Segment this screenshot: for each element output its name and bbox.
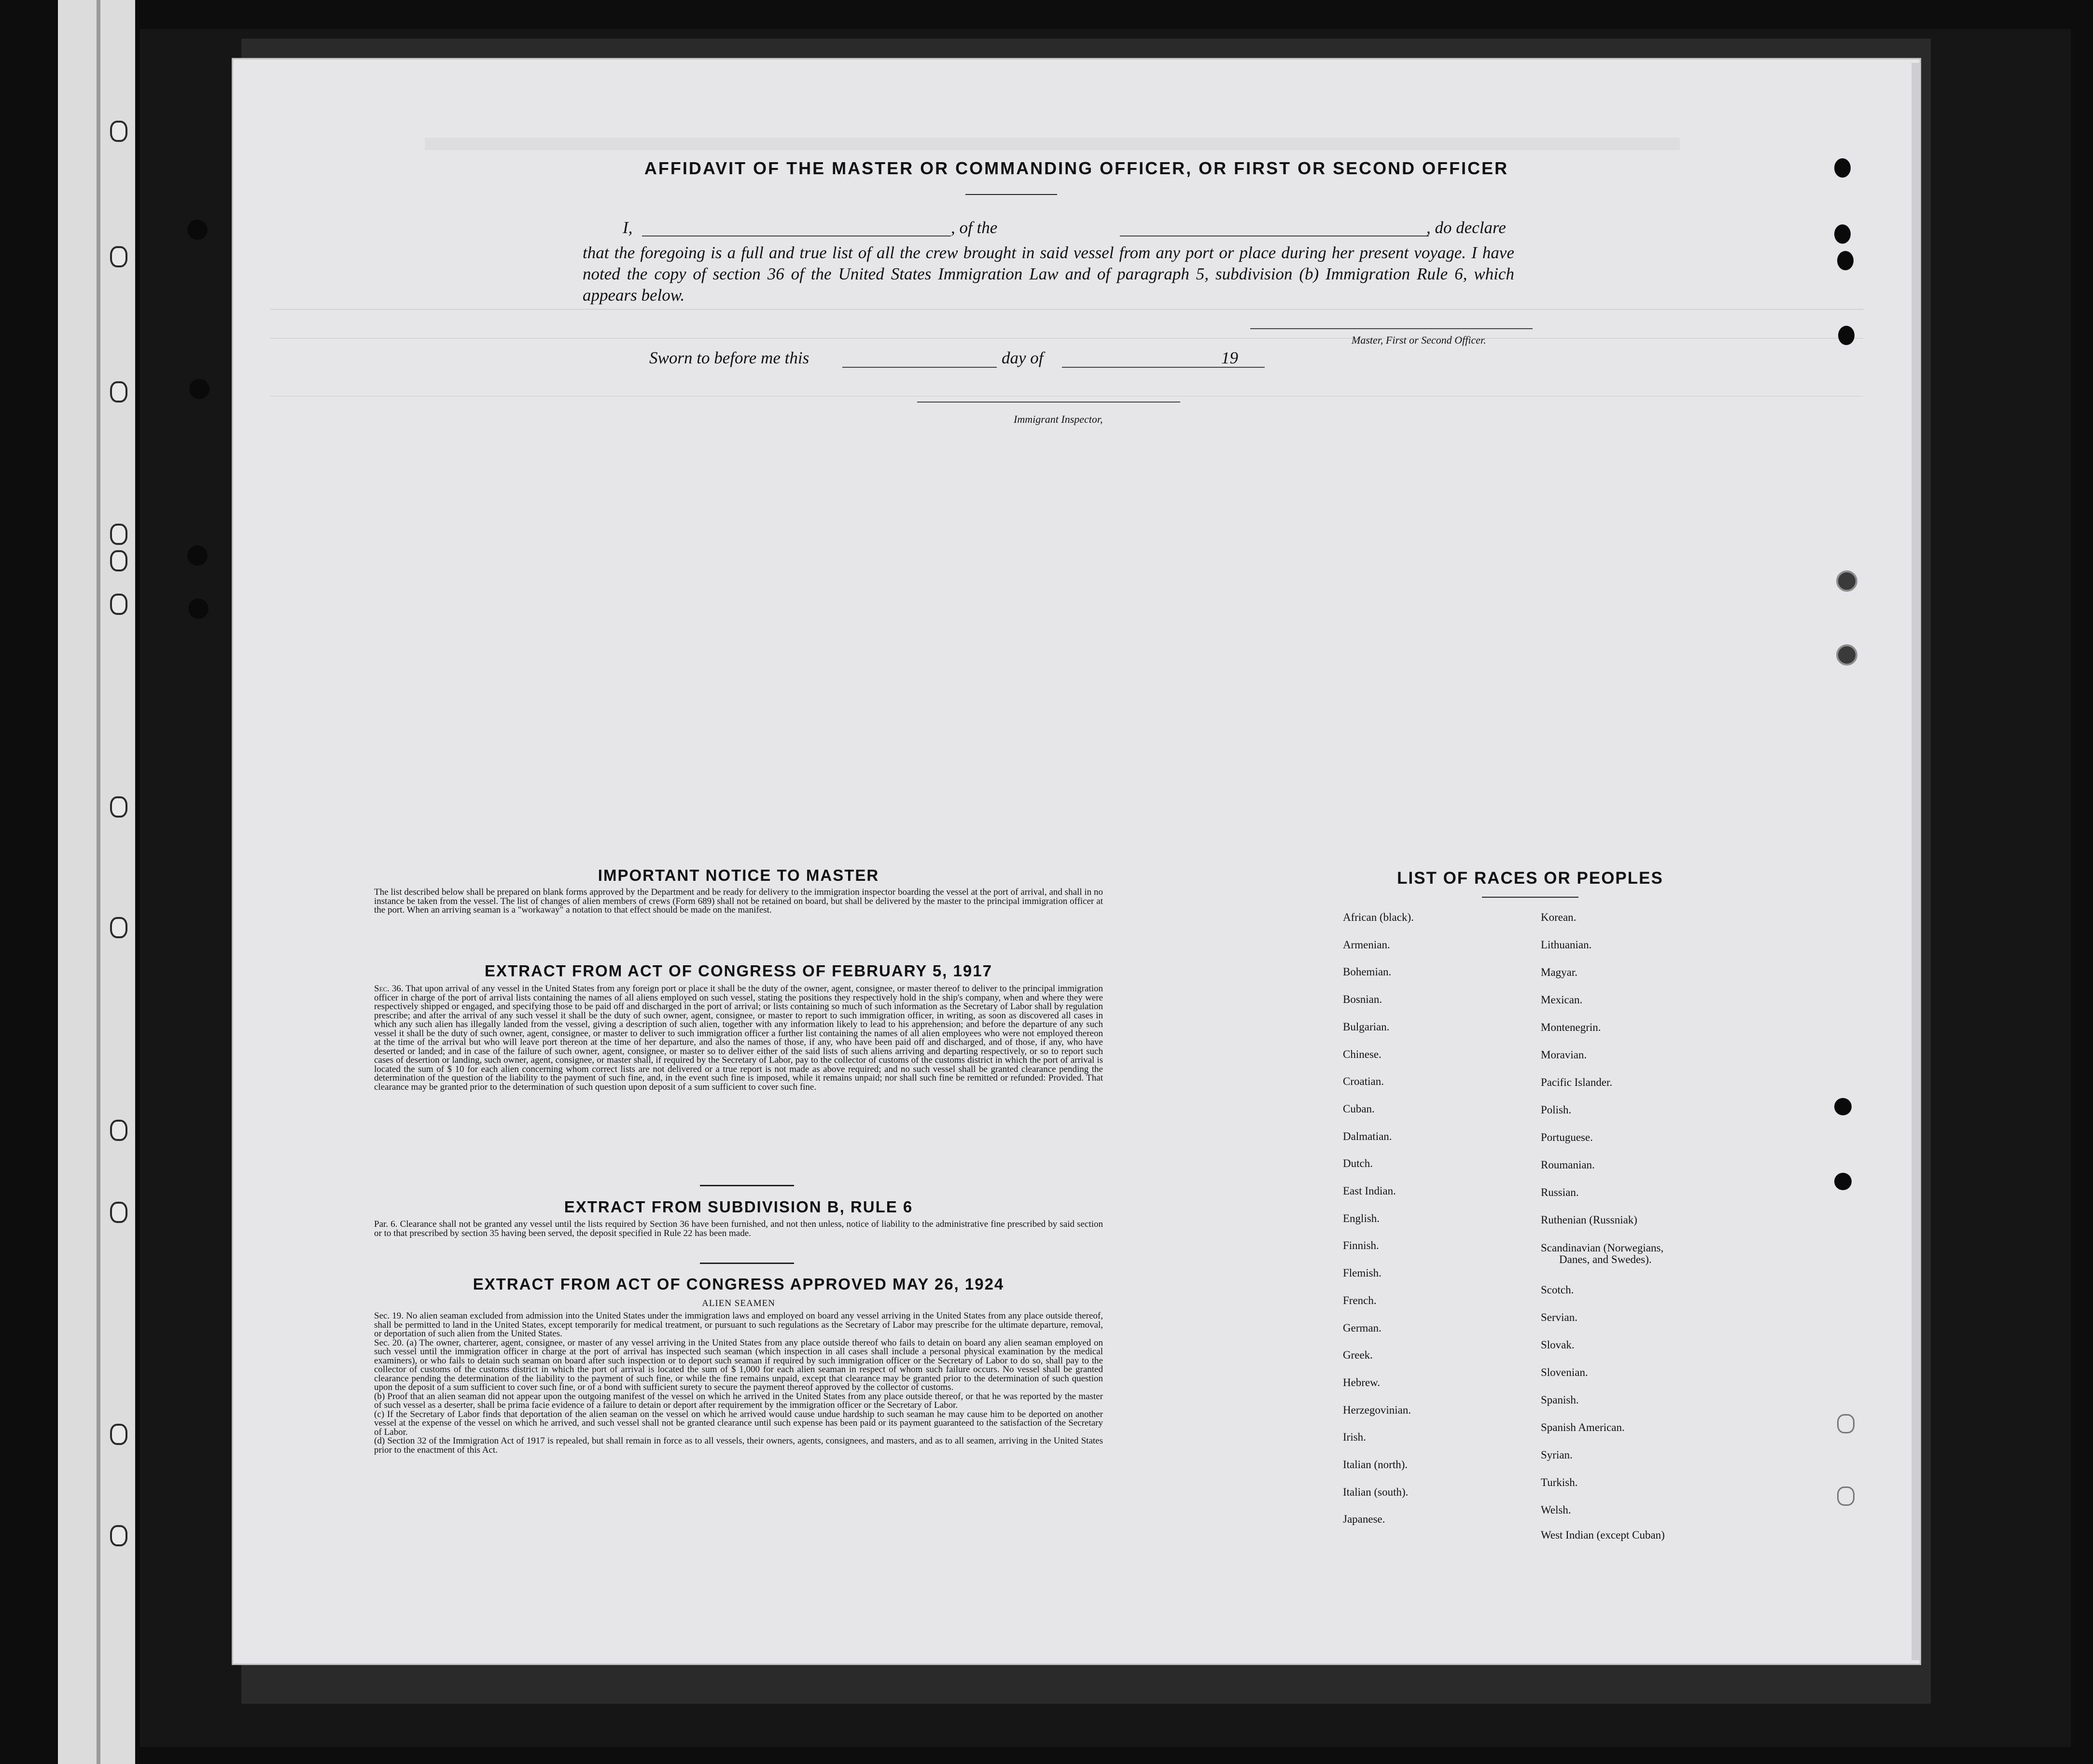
race-item: Bosnian.	[1343, 993, 1382, 1006]
notice-title: IMPORTANT NOTICE TO MASTER	[598, 866, 879, 884]
inspector-signature-line	[917, 402, 1180, 403]
binder-hole-icon	[110, 246, 127, 267]
binder-hole-icon	[110, 524, 127, 545]
rule-6-text	[374, 1220, 1103, 1238]
race-item: Italian (south).	[1343, 1486, 1409, 1498]
race-item: Scotch.	[1541, 1284, 1574, 1296]
act-1924-subtitle: ALIEN SEAMEN	[702, 1298, 775, 1308]
race-item: Magyar.	[1541, 966, 1578, 978]
divider	[700, 1185, 794, 1186]
inspector-signature-label: Immigrant Inspector,	[1014, 413, 1103, 425]
sec-20a-paragraph: Sec. 20. (a) The owner, charterer, agent, consignee, or master of any vessel arriving in the United States from any place outside thereof who fails to detain on board any alien seaman employed on such vessel until the immigration officer in charge at the port of arrival has inspected such seaman (which inspection in all cases shall include a personal physical examination by the medical examiners), or who fails to detain such seaman on board after such inspection or to deport such seaman if required by such immigration officer or the Secretary of Labor to do so, shall pay to the collector of customs of the customs district in which the port of arrival is located the sum of $ 1,000 for each alien seaman in respect of whom such failure occurs. No vessel shall be granted clearance pending the determination of the liability to the payment of such fine, or while the fine remains unpaid, except that clearance may be granted prior to the determination of such question upon the deposit of a sum sufficient to cover such fine, or of a bond with sufficient surety to secure the payment thereof approved by the collector of customs.	[374, 1337, 1103, 1392]
affidavit-i: I,	[623, 218, 633, 237]
race-item: Finnish.	[1343, 1239, 1379, 1252]
race-item: Dutch.	[1343, 1157, 1373, 1170]
punch-hole-icon	[1836, 570, 1857, 592]
sec-19-paragraph: Sec. 19. No alien seaman excluded from admission into the United States under the immigration laws and employed on board any vessel arriving in the United States from any place outside thereof, shall be permitted to land in the United States, except temporarily for medical treatment, or pursuant to such regulations as the Secretary of Labor may prescribe for the ultimate departure, removal, or deportation of such alien from the United States.	[374, 1311, 1103, 1339]
race-item: East Indian.	[1343, 1185, 1396, 1197]
races-title: LIST OF RACES OR PEOPLES	[1397, 869, 1663, 888]
act-1917-text	[374, 985, 1103, 1092]
master-signature-line	[1250, 328, 1533, 329]
sec-20d-paragraph: (d) Section 32 of the Immigration Act of 1917 is repealed, but shall remain in force as to all vessels, their owners, agents, consignees, and masters, and as to all seamen, arriving in the United States prior to the enactment of this Act.	[374, 1436, 1103, 1455]
race-item: Pacific Islander.	[1541, 1076, 1613, 1088]
race-item: Flemish.	[1343, 1267, 1381, 1279]
race-item: German.	[1343, 1321, 1381, 1334]
punch-hole-icon	[1837, 1414, 1855, 1433]
race-item: Hebrew.	[1343, 1376, 1381, 1389]
sec-20c-paragraph: (c) If the Secretary of Labor finds that deportation of the alien seaman on the vessel on which he arrived would cause undue hardship to such seaman he may cause him to be deported on another vessel at the expense of the vessel on which he arrived, and such vessel shall not be granted clearance until such expense has been paid or its payment guaranteed to the satisfaction of the Secretary of Labor.	[374, 1409, 1103, 1437]
race-item: Turkish.	[1541, 1476, 1578, 1488]
race-item: Polish.	[1541, 1104, 1572, 1116]
race-item: Spanish American.	[1541, 1421, 1625, 1433]
race-item: Syrian.	[1541, 1449, 1573, 1461]
race-item: Lithuanian.	[1541, 939, 1592, 951]
race-item: Moravian.	[1541, 1049, 1587, 1061]
race-item: English.	[1343, 1212, 1380, 1224]
rule-6-title: EXTRACT FROM SUBDIVISION B, RULE 6	[564, 1198, 913, 1216]
binder-strip-edge	[97, 0, 100, 1764]
affidavit-title: AFFIDAVIT OF THE MASTER OR COMMANDING OFFICER, OR FIRST OR SECOND OFFICER	[644, 158, 1509, 178]
notice-paragraph: The list described below shall be prepared on blank forms approved by the Department and be ready for delivery to the immigration inspector boarding the vessel at the port of arrival, and shall in no instance be taken from the vessel. The list of changes of alien members of crews (Form 689) shall not be retained on board, but shall be delivered by the master to the principal immigration officer at the port. When an arriving seaman is a "workaway" a notation to that effect should be made on the manifest.	[374, 887, 1103, 915]
sec-20b-paragraph: (b) Proof that an alien seaman did not appear upon the outgoing manifest of the vessel on which he arrived in the United States from any place outside thereof, or that he was reported by the master of such vessel as a deserter, shall be prima facie evidence of a failure to detain or deport after requirement by the immigration officer or the Secretary of Labor.	[374, 1391, 1103, 1410]
binder-hole-icon	[110, 550, 127, 571]
race-item: Servian.	[1541, 1311, 1578, 1323]
binder-hole-icon	[110, 796, 127, 818]
punch-hole-icon	[187, 545, 208, 566]
punch-hole-icon	[1836, 644, 1857, 666]
race-item: Slovak.	[1541, 1339, 1575, 1351]
act-1917-section-label: Sec. 36.	[374, 984, 404, 994]
race-item: Greek.	[1343, 1349, 1373, 1361]
race-item: Cuban.	[1343, 1102, 1375, 1115]
punch-hole-icon	[1837, 1486, 1855, 1506]
race-item: Irish.	[1343, 1431, 1366, 1444]
act-1917-title: EXTRACT FROM ACT OF CONGRESS OF FEBRUARY 5, 1917	[485, 962, 992, 980]
affidavit-body: that the foregoing is a full and true list of all the crew brought in said vessel from any port or place during her present voyage. I have noted the copy of section 36 of the United States Immigration Law and of paragraph 5, subdivision (b) Immigration Rule 6, which appears below.	[583, 243, 1514, 305]
day-of-label: day of	[1002, 348, 1044, 367]
race-item: Bulgarian.	[1343, 1020, 1390, 1033]
punch-hole-icon	[1834, 1098, 1852, 1115]
binder-hole-icon	[110, 1424, 127, 1445]
binder-hole-icon	[110, 594, 127, 615]
affidavit-do-declare: , do declare	[1426, 218, 1506, 237]
punch-hole-icon	[187, 220, 208, 240]
rule-6-paragraph: Par. 6. Clearance shall not be granted any vessel until the lists required by Section 36 have been furnished, and not then unless, notice of liability to the administrative fine prescribed by said section or to that prescribed by section 35 having been served, the deposit specified in Rule 22 has been made.	[374, 1219, 1103, 1238]
race-item: Slovenian.	[1541, 1366, 1588, 1378]
bleed-through-rule	[270, 309, 1863, 310]
race-item: African (black).	[1343, 911, 1414, 923]
divider	[700, 1263, 794, 1264]
race-item: Japanese.	[1343, 1513, 1385, 1526]
race-item: Welsh.	[1541, 1504, 1571, 1516]
affidavit-of-the: , of the	[951, 218, 998, 237]
punch-hole-icon	[188, 598, 209, 619]
punch-hole-icon	[1834, 1173, 1852, 1190]
race-item: French.	[1343, 1294, 1377, 1306]
bleed-through-rule	[270, 338, 1863, 339]
punch-hole-icon	[1834, 224, 1851, 244]
year-prefix: 19	[1221, 348, 1238, 367]
binder-hole-icon	[110, 1525, 127, 1546]
binder-hole-icon	[110, 1202, 127, 1223]
binder-hole-icon	[110, 917, 127, 938]
punch-hole-icon	[189, 379, 209, 399]
binder-hole-icon	[110, 121, 127, 142]
race-item: Korean.	[1541, 911, 1577, 923]
act-1917-paragraph: That upon arrival of any vessel in the United States from any foreign port or place it shall be the duty of the owner, agent, consignee, or master thereof to deliver to the principal immigration officer in charge of the port of arrival lists containing the names of all aliens employed on such vessel, stating the positions they respectively hold in the ship's company, when and where they were respectively shipped or engaged, and specifying those to be paid off and discharged in the port of arrival; or lists containing so much of such information as the Secretary of Labor shall by regulation prescribe; and after the arrival of any such vessel it shall be the duty of such owner, agent, consignee, or master to report to such immigration officer, in writing, as soon as discovered all cases in which any such alien has illegally landed from the vessel, giving a description of such alien, together with any information likely to lead to his apprehension; and before the departure of any such vessel it shall be the duty of such owner, agent, consignee, or master to deliver to such immigration officer a further list containing the names of all alien employees who were not employed thereon at the time of the arrival but who will leave port thereon at the time of her departure, and also the names of those, if any, who have been paid off and discharged, and of those, if any, who have deserted or landed; and in case of the failure of such owner, agent, consignee, or master so to deliver either of the said lists of such aliens arriving and departing respectively, or so to report such cases of desertion or landing, such owner, agent, consignee, or master shall, if required by the Secretary of Labor, pay to the collector of customs of the customs district in which the port of arrival is located the sum of $ 10 for each alien concerning whom correct lists are not delivered or a true report is not made as above required; and no such vessel shall be granted clearance pending the determination of the question of the liability to the payment of such fine, and, in the event such fine is imposed, while it remains unpaid; nor shall such fine be remitted or refunded: Provided. That clearance may be granted prior to the determination of such question upon deposit of a sum sufficient to cover such fine.	[374, 984, 1103, 1092]
race-item: Roumanian.	[1541, 1159, 1595, 1171]
punch-hole-icon	[1838, 326, 1855, 345]
race-item: Dalmatian.	[1343, 1130, 1392, 1142]
race-item: Russian.	[1541, 1186, 1579, 1198]
act-1924-title: EXTRACT FROM ACT OF CONGRESS APPROVED MAY 26, 1924	[473, 1275, 1005, 1293]
race-item: Montenegrin.	[1541, 1021, 1601, 1033]
binder-hole-icon	[110, 1120, 127, 1141]
sworn-label: Sworn to before me this	[649, 348, 809, 367]
sheet-edge	[1912, 63, 1920, 1660]
race-item: Bohemian.	[1343, 966, 1392, 978]
bleed-through-rule	[270, 396, 1863, 397]
race-item: Herzegovinian.	[1343, 1403, 1411, 1416]
binder-hole-icon	[110, 381, 127, 403]
bleed-through-band	[425, 138, 1680, 150]
race-item: Chinese.	[1343, 1048, 1381, 1060]
act-1924-text	[374, 1312, 1103, 1455]
divider	[965, 194, 1057, 195]
race-item: West Indian (except Cuban)	[1541, 1529, 1665, 1541]
divider	[1482, 897, 1578, 898]
race-item: Danes, and Swedes).	[1559, 1253, 1652, 1265]
race-item: Scandinavian (Norwegians,	[1541, 1242, 1664, 1254]
race-item: Spanish.	[1541, 1394, 1579, 1406]
notice-text	[374, 888, 1103, 915]
master-signature-label: Master, First or Second Officer.	[1352, 334, 1486, 346]
sworn-day-line	[842, 367, 997, 368]
race-item: Armenian.	[1343, 938, 1390, 951]
race-item: Italian (north).	[1343, 1458, 1408, 1471]
race-item: Portuguese.	[1541, 1131, 1593, 1143]
race-item: Mexican.	[1541, 994, 1583, 1006]
punch-hole-icon	[1837, 251, 1854, 270]
race-item: Ruthenian (Russniak)	[1541, 1214, 1637, 1226]
race-item: Croatian.	[1343, 1075, 1384, 1088]
